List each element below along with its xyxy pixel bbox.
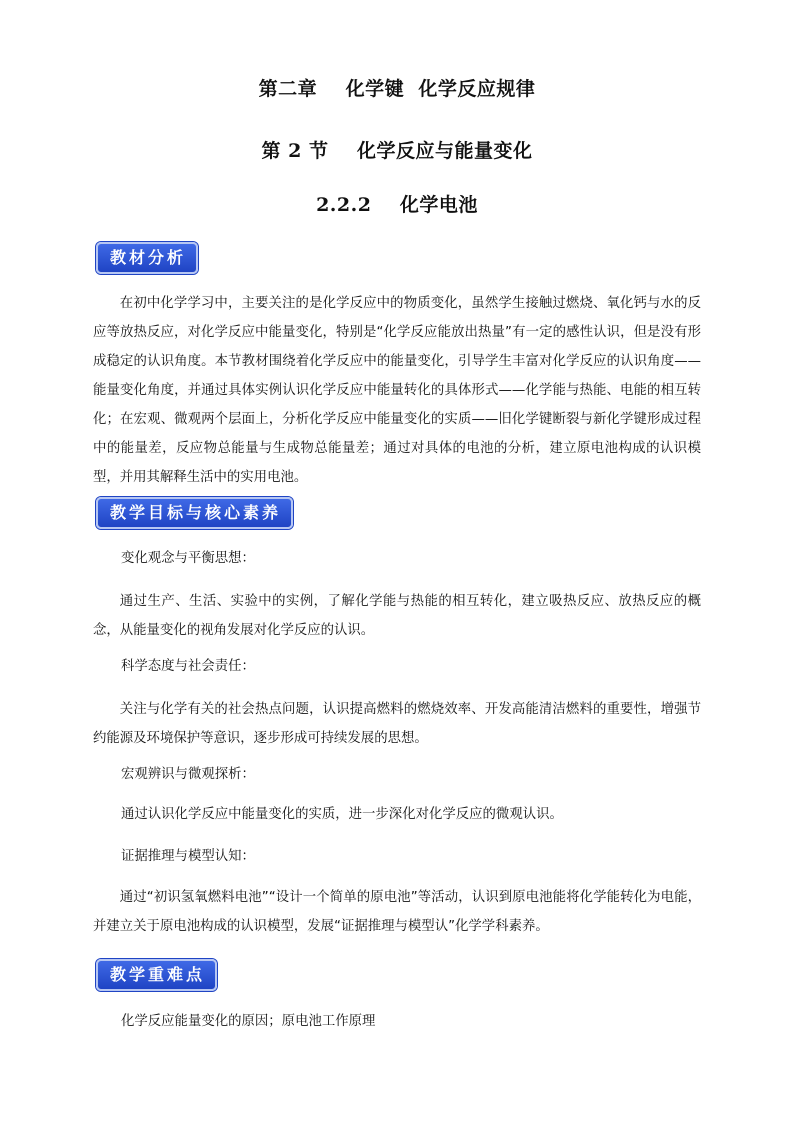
goal-text-evidence-model: 通过“初识氢氧燃料电池”“设计一个简单的原电池”等活动，认识到原电池能将化学能转化为电能，并建立关于原电池构成的认识模型，发展“证据推理与模型认”化学学科素养。 [93, 890, 701, 934]
key-points-badge: 教学重难点 [96, 959, 217, 991]
goal-heading-evidence-model: 证据推理与模型认知： [121, 849, 255, 864]
lesson-title: 2.2.2 化学电池 [316, 194, 478, 216]
goal-text-scientific-attitude: 关注与化学有关的社会热点问题，认识提高燃料的燃烧效率、开发高能清洁燃料的重要性，增强节约能源及环境保护等意识，逐步形成可持续发展的思想。 [93, 702, 701, 746]
section-title: 第 2 节 化学反应与能量变化 [261, 140, 533, 162]
goals-badge: 教学目标与核心素养 [96, 497, 293, 529]
goal-heading-change-equilibrium: 变化观念与平衡思想： [121, 551, 255, 566]
analysis-badge: 教材分析 [96, 242, 198, 274]
goal-text-change-equilibrium: 通过生产、生活、实验中的实例，了解化学能与热能的相互转化，建立吸热反应、放热反应的概念，从能量变化的视角发展对化学反应的认识。 [93, 594, 701, 638]
chapter-title: 第二章 化学键 化学反应规律 [258, 78, 536, 100]
key-points-text: 化学反应能量变化的原因；原电池工作原理 [121, 1014, 376, 1029]
goal-heading-scientific-attitude: 科学态度与社会责任： [121, 659, 255, 674]
goal-heading-macro-micro: 宏观辨识与微观探析： [121, 767, 255, 782]
analysis-paragraph: 在初中化学学习中，主要关注的是化学反应中的物质变化，虽然学生接触过燃烧、氧化钙与水的反应等放热反应，对化学反应中能量变化，特别是“化学反应能放出热量”有一定的感性认识，但是没有形成稳定的认识角度。本节教材围绕着化学反应中的能量变化，引导学生丰富对化学反应的认识角度——能量变化角度，并通过具体实例认识化学反应中能量转化的具体形式——化学能与热能、电能的相互转化；在宏观、微观两个层面上，分析化学反应中能量变化的实质——旧化学键断裂与新化学键形成过程中的能量差，反应物总能量与生成物总能量差；通过对具体的电池的分析，建立原电池构成的认识模型，并用其解释生活中的实用电池。 [93, 296, 701, 485]
goal-text-macro-micro: 通过认识化学反应中能量变化的实质，进一步深化对化学反应的微观认识。 [121, 807, 563, 822]
